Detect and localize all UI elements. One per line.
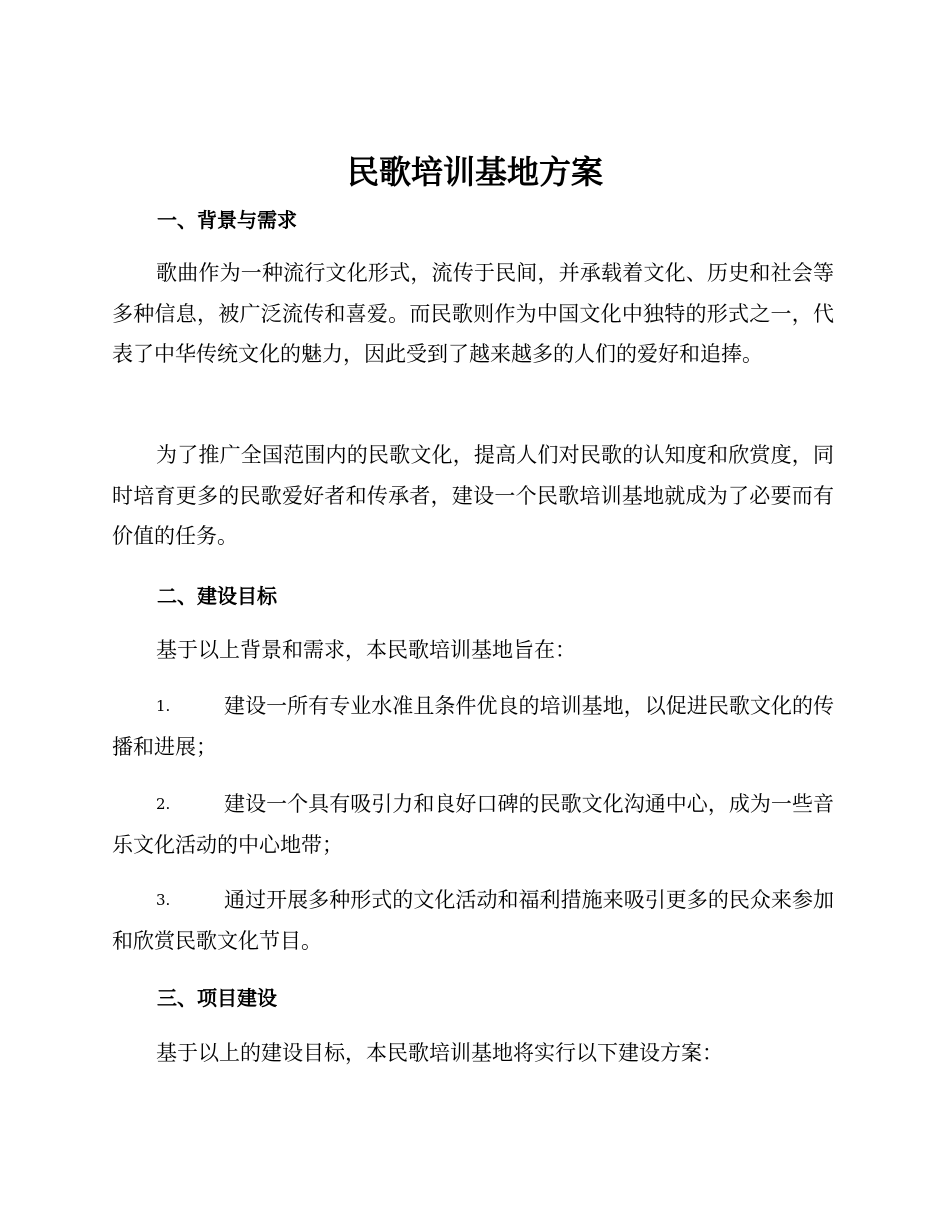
list-number: 3. — [156, 891, 171, 909]
paragraph-goals-intro: 基于以上背景和需求，本民歌培训基地旨在： — [156, 638, 576, 662]
list-number: 1. — [156, 697, 171, 715]
paragraph-background-2: 为了推广全国范围内的民歌文化，提高人们对民歌的认知度和欣赏度，同时培育更多的民歌爱好者和传承者，建设一个民歌培训基地就成为了必要而有价值的任务。 — [112, 443, 834, 548]
section-heading-background: 一、背景与需求 — [157, 208, 297, 232]
section-heading-construction: 三、项目建设 — [157, 986, 277, 1010]
list-item-goal-2 — [112, 784, 834, 865]
list-item-text: 建设一个具有吸引力和良好口碑的民歌文化沟通中心，成为一些音乐文化活动的中心地带； — [112, 792, 834, 857]
document-title: 民歌培训基地方案 — [346, 153, 603, 191]
paragraph-background-1: 歌曲作为一种流行文化形式，流传于民间，并承载着文化、历史和社会等多种信息，被广泛流传和喜爱。而民歌则作为中国文化中独特的形式之一，代表了中华传统文化的魅力，因此受到了越来越多的人们的爱好和追捧。 — [112, 261, 834, 366]
paragraph-construction-intro: 基于以上的建设目标，本民歌培训基地将实行以下建设方案： — [156, 1041, 723, 1065]
list-item-goal-1 — [112, 686, 834, 767]
list-item-text: 建设一所有专业水准且条件优良的培训基地，以促进民歌文化的传播和进展； — [112, 694, 834, 759]
list-item-text: 通过开展多种形式的文化活动和福利措施来吸引更多的民众来参加和欣赏民歌文化节目。 — [112, 888, 834, 953]
list-item-goal-3 — [112, 880, 834, 961]
list-number: 2. — [156, 795, 171, 813]
section-heading-goals: 二、建设目标 — [157, 584, 277, 608]
